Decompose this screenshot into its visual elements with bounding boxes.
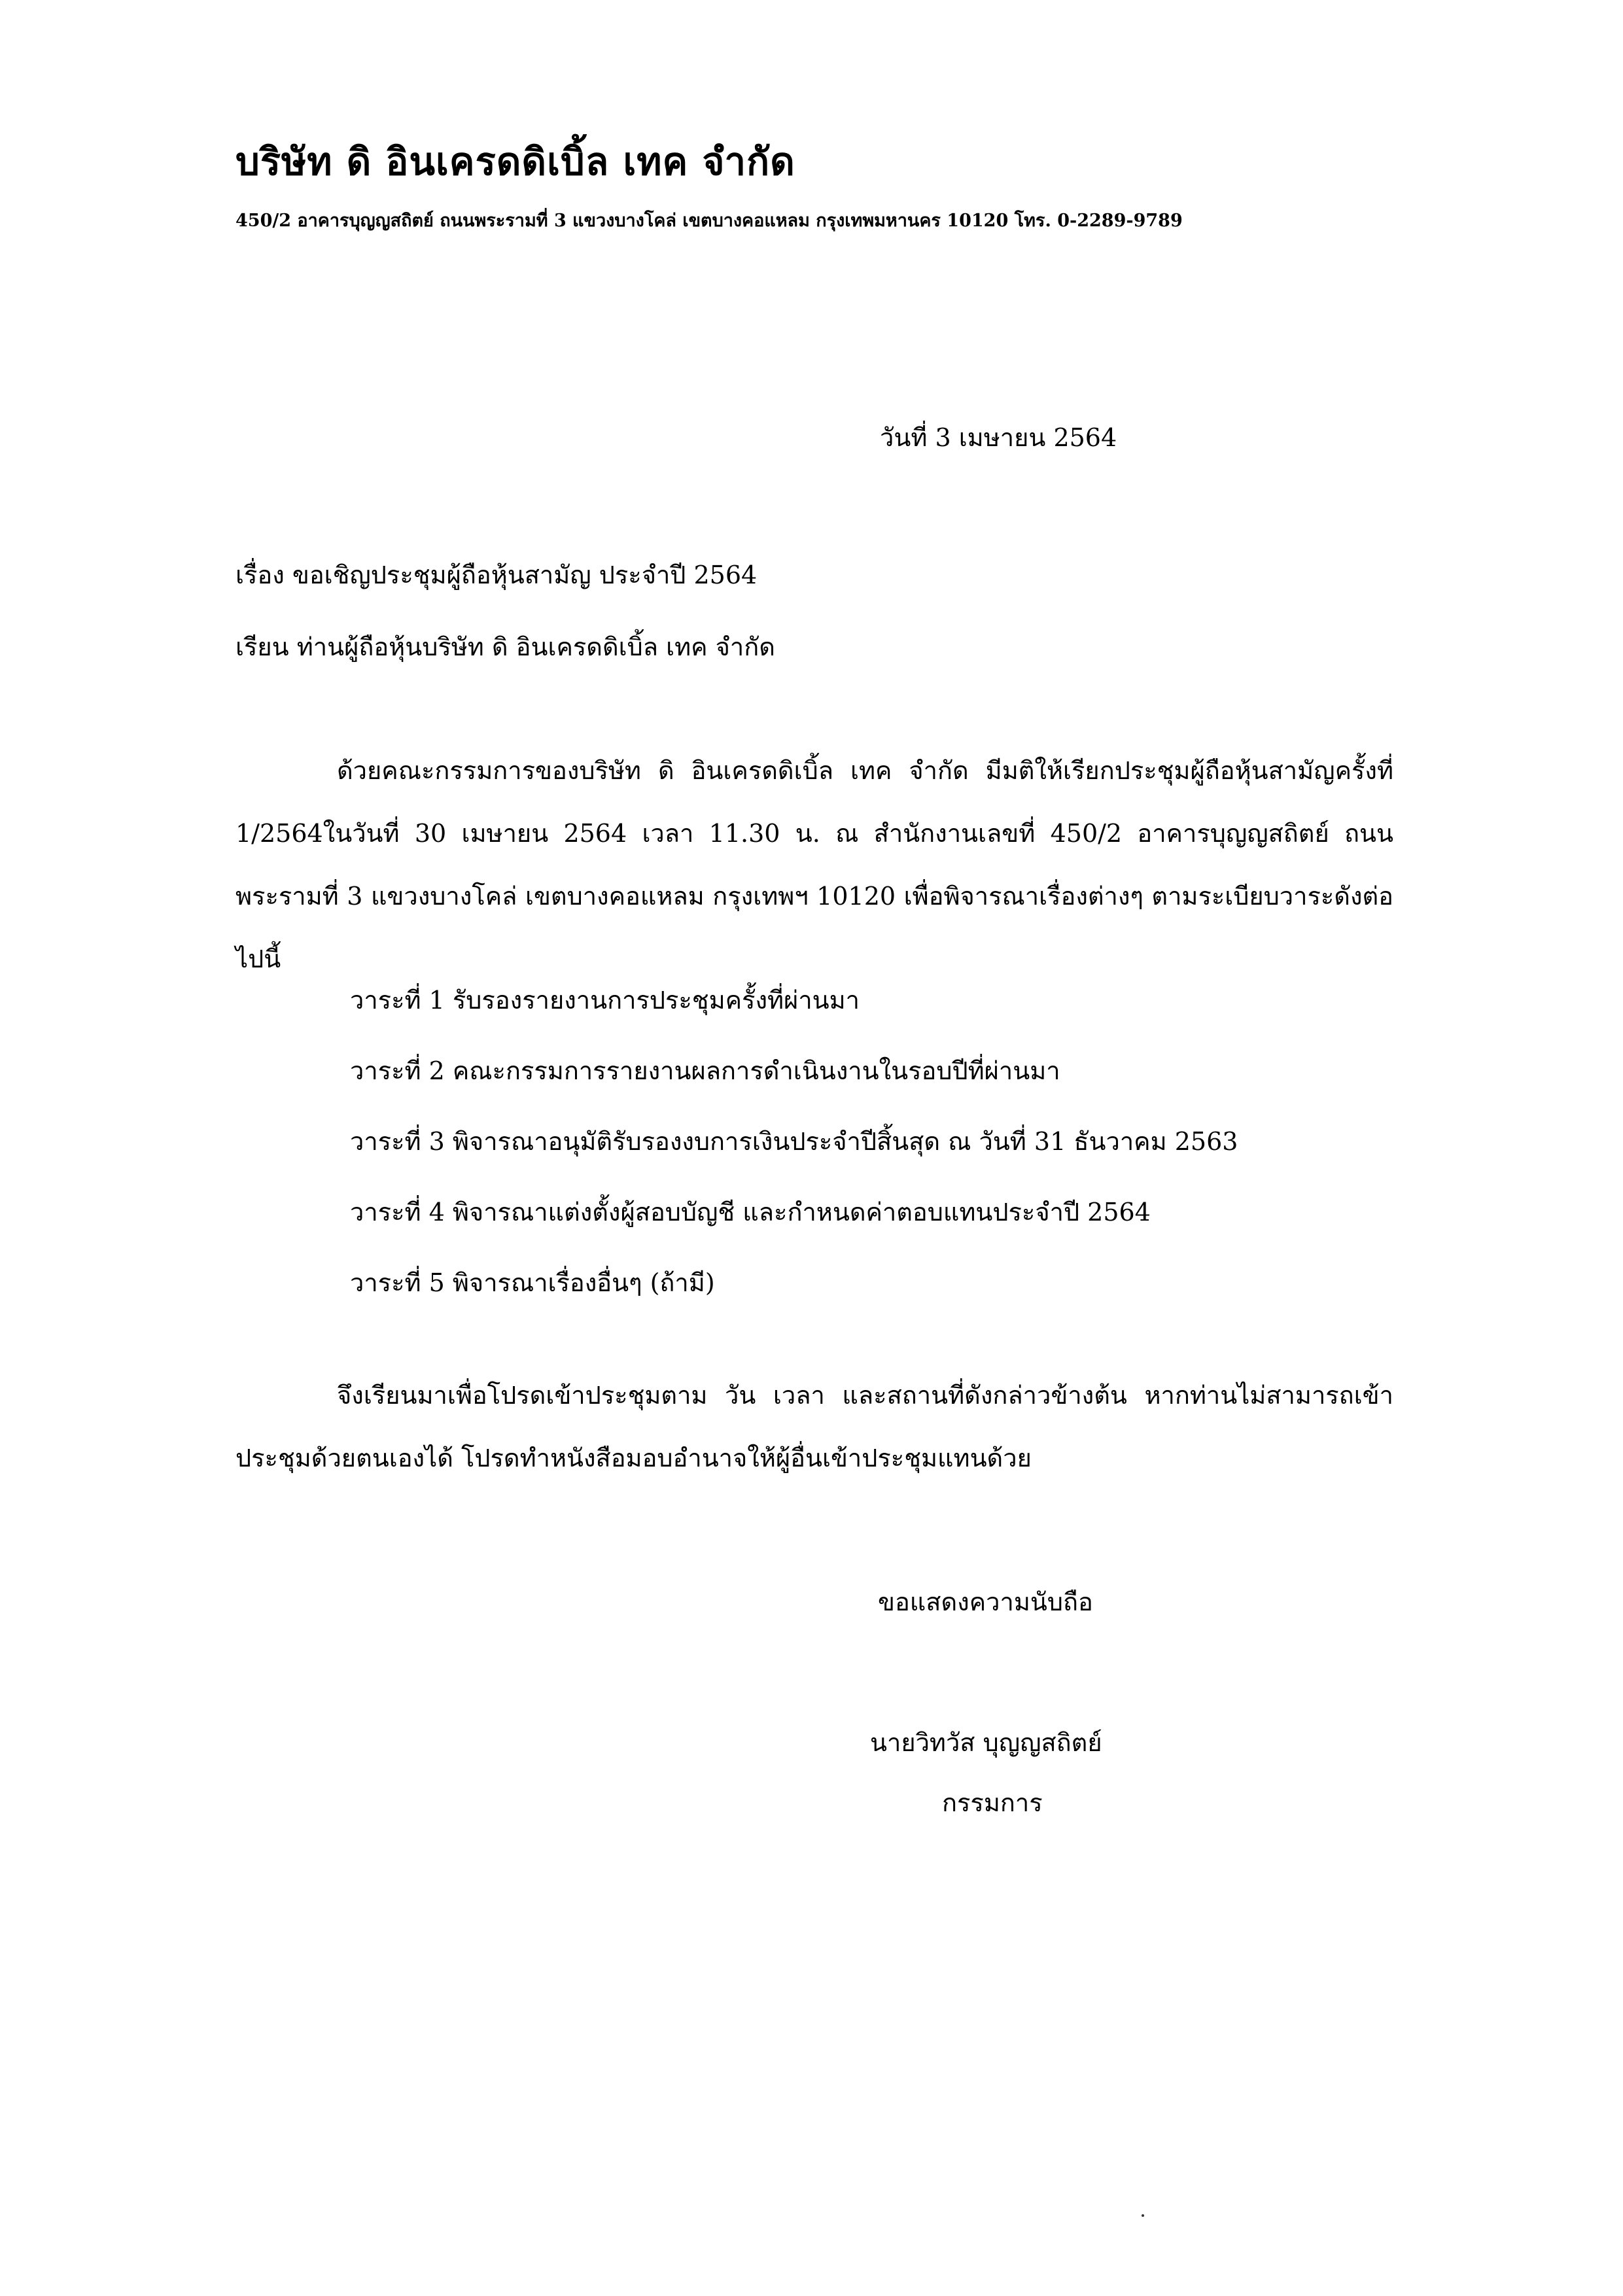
agenda-item-2: วาระที่ 2 คณะกรรมการรายงานผลการดำเนินงานในรอบปีที่ผ่านมา bbox=[350, 1056, 1060, 1085]
company-address: 450/2 อาคารบุญญสถิตย์ ถนนพระรามที่ 3 แขวงบางโคล่ เขตบางคอแหลม กรุงเทพมหานคร 10120 โทร. 0-2289-9789 bbox=[236, 211, 1183, 231]
letter-recipient: เรียน ท่านผู้ถือหุ้นบริษัท ดิ อินเครดดิเบิ้ล เทค จำกัด bbox=[236, 633, 775, 661]
agenda-item-1: วาระที่ 1 รับรองรายงานการประชุมครั้งที่ผ่านมา bbox=[350, 986, 860, 1015]
agenda-item-3: วาระที่ 3 พิจารณาอนุมัติรับรองงบการเงินประจำปีสิ้นสุด ณ วันที่ 31 ธันวาคม 2563 bbox=[350, 1127, 1238, 1156]
scan-speck bbox=[1142, 2214, 1144, 2217]
closing-salutation: ขอแสดงความนับถือ bbox=[878, 1588, 1093, 1616]
agenda-item-4: วาระที่ 4 พิจารณาแต่งตั้งผู้สอบบัญชี และกำหนดค่าตอบแทนประจำปี 2564 bbox=[350, 1198, 1151, 1226]
company-name: บริษัท ดิ อินเครดดิเบิ้ล เทค จำกัด bbox=[236, 139, 795, 184]
letter-subject: เรื่อง ขอเชิญประชุมผู้ถือหุ้นสามัญ ประจำปี 2564 bbox=[236, 561, 758, 589]
agenda-item-5: วาระที่ 5 พิจารณาเรื่องอื่นๆ (ถ้ามี) bbox=[350, 1268, 715, 1297]
letter-date: วันที่ 3 เมษายน 2564 bbox=[880, 423, 1117, 452]
signer-name: นายวิทวัส บุญญสถิตย์ bbox=[870, 1728, 1102, 1757]
agenda-list bbox=[350, 965, 1238, 1318]
signer-title: กรรมการ bbox=[942, 1788, 1043, 1817]
body-paragraph-invitation: ด้วยคณะกรรมการของบริษัท ดิ อินเครดดิเบิ้ล เทค จำกัด มีมติให้เรียกประชุมผู้ถือหุ้นสามัญครั้งที่ 1/2564ในวันที่ 30 เมษายน 2564 เวลา 11.30 น. ณ สำนักงานเลขที่ 450/2 อาคารบุญญสถิตย์ ถนนพระรามที่ 3 แขวงบางโคล่ เขตบางคอแหลม กรุงเทพฯ 10120 เพื่อพิจารณาเรื่องต่างๆ ตามระเบียบวาระดังต่อไปนี้ bbox=[236, 756, 1393, 973]
body-paragraph-request: จึงเรียนมาเพื่อโปรดเข้าประชุมตาม วัน เวลา และสถานที่ดังกล่าวข้างต้น หากท่านไม่สามารถเข้าประชุมด้วยตนเองได้ โปรดทำหนังสือมอบอำนาจให้ผู้อื่นเข้าประชุมแทนด้วย bbox=[236, 1381, 1393, 1472]
